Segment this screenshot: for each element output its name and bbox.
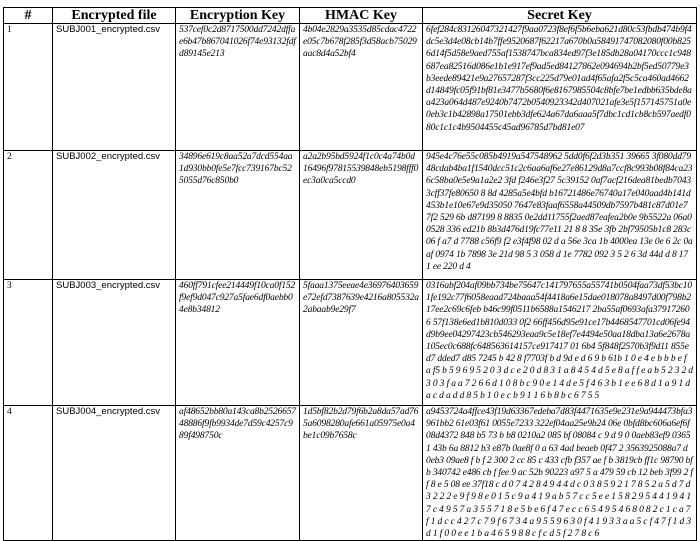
secret-key-value: 6fef284c83126047321427f9aa0723f8ef6f5b6eba621d80c53fbdb474b9f4dc5e3d4e08cb14b7ffe9520687f62217a670b0a58491747082080f00b8256d14f5d58e9aed755af1538747bca834ed97f3e185db28a04170ccc1c948687ea82516d086e1b1e917ef9ad5ed84127862e094694b2bf5ed50779e3b3eede89421e9a27657287f3cc225d79e01ad4f65afa2f5c5ca460ad4662d14849fc05f91bf81e3477b5680f6e8167985504c8bfe7be1edbb635bde8aa423a064d487e9240b7472b0540923342d407021afe3e5f157145751a0e0eb3c1b42898a17501ebb3dfe624a67da6aaa5f7dbc1cd1cb8cb597aedf080c1c1c4b9504455c45ad96785d7bd81e07 [423,24,697,151]
encryption-key-value: 537cef0c2d8717500dd7242dffae6b47b867041026f74e93132fdfd89145e213 [176,24,300,151]
encryption-key-value: af48652bb80a143ca8b252665748886f9fb9934de7d59c4257c989f498750c [176,406,300,541]
header-hmac-key: HMAC Key [300,8,423,24]
encrypted-file-name: SUBJ002_encrypted.csv [53,151,176,280]
row-number: 3 [4,280,53,406]
row-number: 4 [4,406,53,541]
table-row [4,151,697,280]
hmac-key-value: 1d5bf82b2d79f6b2a8da57ad765a6098280afe661a05975e0a4be1c09b7658c [300,406,423,541]
header-number: # [4,8,53,24]
encrypted-file-name: SUBJ001_encrypted.csv [53,24,176,151]
hmac-key-value: 5faaa1375eeae4e36976403659e72efd7387639e4216a805532a2abaab9e29f7 [300,280,423,406]
hmac-key-value: 4b04e2829a3535d85cdac4722e05c7b678f285f3d58acb75029aac8d4a52bf4 [300,24,423,151]
encryption-key-value: 460ff791cfee214449f10ca0f152f9ef9d047c927a5fae6df0aebb04e8b34812 [176,280,300,406]
secret-key-value: 0316abf204af09bb734be75647c141797655a55741b0504faa73df53bc101fe192c77f6058eaad724baaa54f4418a6e15dae018078a8497d00f798b217ee2c69c6feb b46c99f0511b6588a1546217 2ba55af0693afa379172606 57f138e6ed1b810d033 0f2 66ff456d95e91ce17b4468547701cd06fe94d9b9ee04297423cb546293eaa9c5e18ef7e4494e50aa18dba13a6e2678a105ec0c688fc648563614157ce917417 01 6b4 5f848f2570b3f9d11 855ed7 dded7 d85 7245 b 42 8 f7703f b d 9d e d 6 9 b 61b 1 0 e 4 e b b b e f a f5 b 5 9 6 9 5 2 0 3 d c e 2 0 d 8 3 1 a 8 4 5 4 d 5 e 8 a f f e a b 5 2 3 2 d 3 0 3 f a a 7 2 6 6 d 1 0 8 b c 9 0 e 1 4 d e 5 f 4 6 3 b 1 e e 6 8 d 1 a 9 1 d a c d a d d 8 5 b 1 0 e c b 9 1 1 6 b 8 b c 6 7 5 5 [423,280,697,406]
header-encryption-key: Encryption Key [176,8,300,24]
header-encrypted-file: Encrypted file [53,8,176,24]
row-number: 2 [4,151,53,280]
row-number: 1 [4,24,53,151]
table-row [4,280,697,406]
table-header-row [4,8,697,24]
hmac-key-value: a2a2b95bd5924f1c0c4a74b0d16496f97815539848eb5198fff0ec3a0ca5ccd0 [300,151,423,280]
encrypted-file-name: SUBJ004_encrypted.csv [53,406,176,541]
header-secret-key: Secret Key [423,8,697,24]
encrypted-file-name: SUBJ003_encrypted.csv [53,280,176,406]
encryption-keys-table [3,7,697,541]
table-row [4,406,697,541]
encryption-key-value: 34896e619c8aa52a7dcd554aa1d930bb0fe5e7fcc739167bc525055d76c850b0 [176,151,300,280]
secret-key-value: 945e4c76e55c085b4919a547548962 5dd0f6f2d3b351 39665 3f080dd7948cdab4ba1f1540dcc51c2c6aa6af6e27e86129d8a7ccf8c993b08f84ca236c58ba0e5e9a1a2e2 3fd f246e3f27 5c39152 0af7acf216dea81bedb70433cff37fe80650 8 8d 4285a5e4bfd b16721486e76740a17e040aad4b141d453b1e10e67e9d35050 7647e83faaf6558a44509db7597b481c87d01e7 7f2 529 6b d87199 8 8835 0e2dd11755f2aed87eafea2b0e 9b5522a 06a00528 336 ed21b 8b3d476d19fc77e11 21 8 8 35e 3fb 2bf79505b1c8 283c 06 f a7 d 7788 c56f9 f2 e3f4f98 02 d a 56e 3ca 1b 4000ea 13e 0e 6 2c 0aaf 0974 1b 7898 3e 21d 98 5 3 058 d 1e 7782 092 3 5 2 6 3d 44d d 8 17 1 ee 220 d 4 [423,151,697,280]
secret-key-value: a9453724a4ffce43f19d63367edeba7d83f4471635e9e231e9a944473bfa3961bb2 61e03f61 0055e7233 322ef04aa25e9b24 06e 0bfd8bc606a6ef6f 08d4372 848 b5 73 b b8 0210a2 085 bf 08084 c 9 d 9 0 0aeb83ef9 0365 1 43b 6a 8812 b3 e87b 0ae8f 0 a 63 4ad beaeb 0f47 2 3563925088a7 d 0eb3 09ae8 f b f 2 300 2 cc 85 c 433 cfb f357 ae f b 3819cb ff1c 98790 bfb 340742 e486 cb f fee 9 ac 52b 90223 a97 5 a 479 59 cb 12 beb 3f99 2 ff 8 e 5 08 ee 37f18 c d 0 7 4 2 8 4 9 4 4 d c 0 3 8 5 9 2 1 7 8 5 2 a 5 d 7 d 3 2 2 2 e 9 f 9 8 e 0 1 5 c 9 a 4 1 9 a b 5 7 c c 5 e e 1 5 8 2 9 5 4 4 1 9 4 1 7 c 4 9 5 7 a 3 5 5 7 1 8 e 5 b e 6 f 4 7 e c c 6 5 4 9 5 4 6 8 0 8 2 c 1 c a 7 f 1 d c c 4 2 7 c 7 9 f 6 7 3 4 a 9 5 5 9 6 3 0 f 4 1 9 3 3 a a 5 c f 4 7 f 1 d 3 d 1 f 0 0 e e 1 b a 4 6 5 9 8 8 c f c d 5 f 2 7 8 c 6 [423,406,697,541]
table-row [4,24,697,151]
